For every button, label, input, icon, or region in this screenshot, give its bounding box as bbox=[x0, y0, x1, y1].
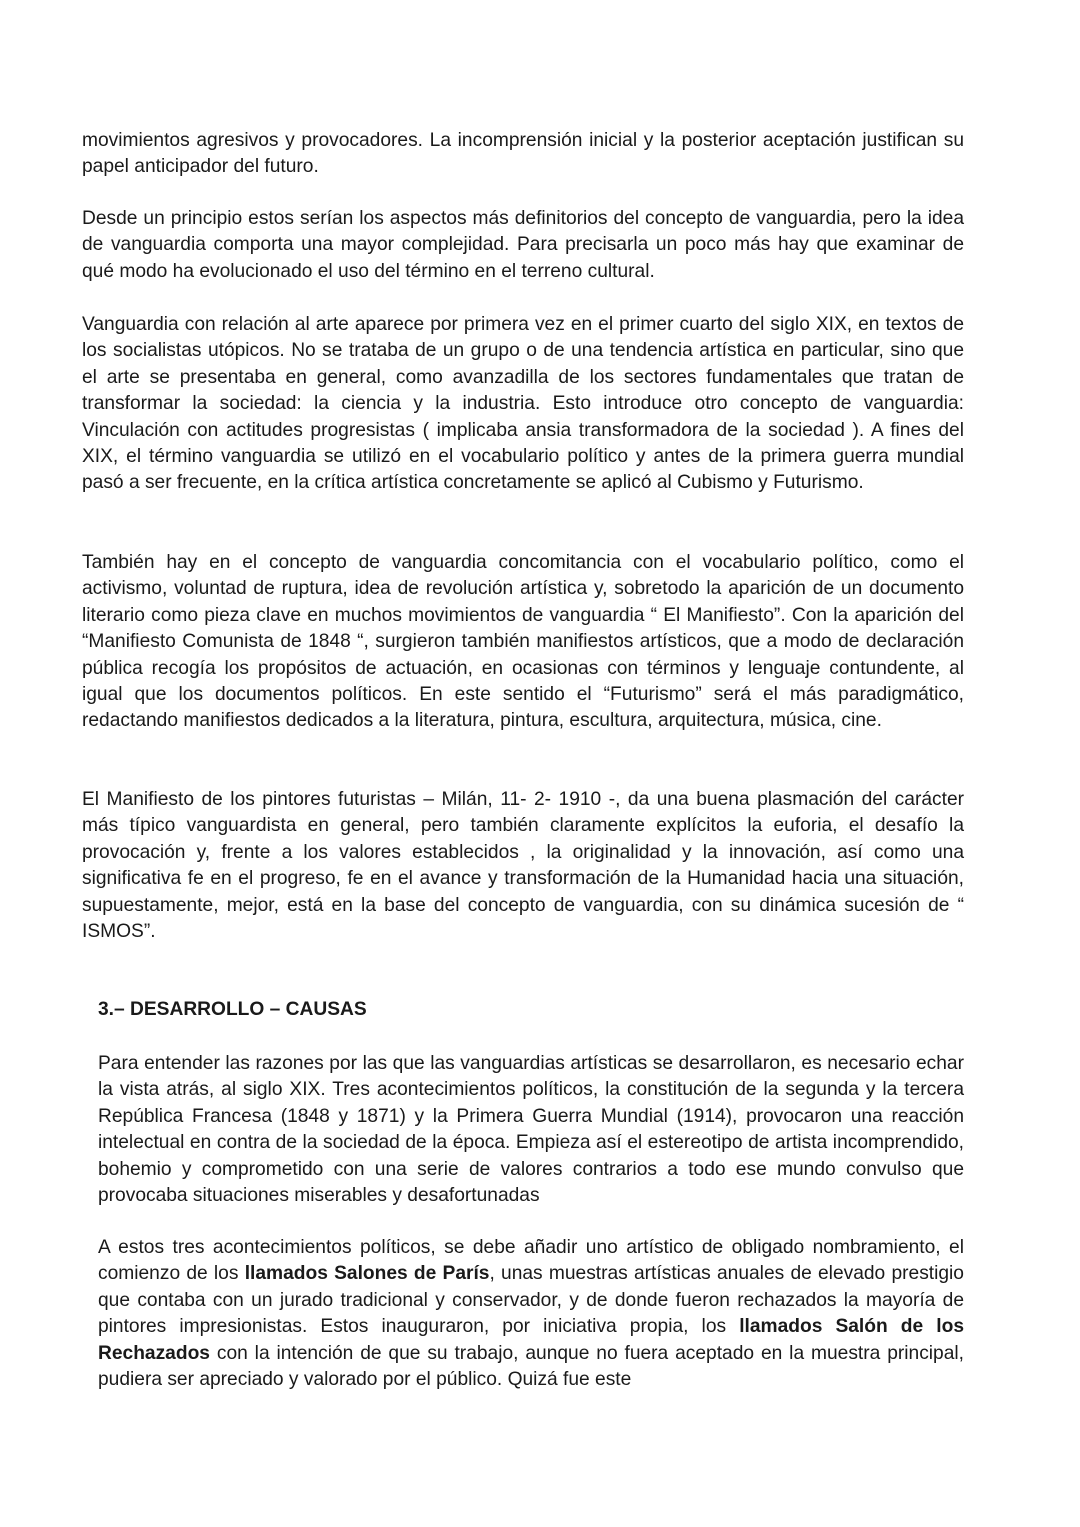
paragraph-political-causes: Para entender las razones por las que las vanguardias artísticas se desarrollaron, es necesario echar la vista atrás, al siglo XIX. Tres acontecimientos políticos, la constitución de la segunda y la tercera República Francesa (1848 y 1871) y la Primera Guerra Mundial (1914), provocaron una reacción intelectual en contra de la sociedad de la época. Empieza así el estereotipo de artista incomprendido, bohemio y comprometido con una serie de valores contrarios a todo ese mundo convulso que provocaba situaciones miserables y desafortunadas bbox=[98, 1053, 964, 1207]
section-heading-desarrollo-causas: 3.– DESARROLLO – CAUSAS bbox=[98, 999, 367, 1020]
paragraph-intro-end: movimientos agresivos y provocadores. La incomprensión inicial y la posterior aceptación justifican su papel anticipador del futuro. bbox=[82, 130, 964, 178]
paragraph-vanguardia-definition: Desde un principio estos serían los aspectos más definitorios del concepto de vanguardia, pero la idea de vanguardia comporta una mayor complejidad. Para precisarla un poco más hay que examinar de qué modo ha evolucionado el uso del término en el terreno cultural. bbox=[82, 208, 964, 282]
paragraph-salones-de-paris bbox=[98, 1235, 964, 1393]
paragraph-vanguardia-origins: Vanguardia con relación al arte aparece por primera vez en el primer cuarto del siglo XIX, en textos de los socialistas utópicos. No se trataba de un grupo o de una tendencia artística en particular, sino que el arte se presentaba en general, como avanzadilla de los sectores fundamentales que tratan de transformar la sociedad: la ciencia y la industria. Esto introduce otro concepto de vanguardia: Vinculación con actitudes progresistas ( implicaba ansia transformadora de la sociedad ). A fines del XIX, el término vanguardia se utilizó en el vocabulario político y antes de la primera guerra mundial pasó a ser frecuente, en la crítica artística concretamente se aplicó al Cubismo y Futurismo. bbox=[82, 314, 964, 494]
salon-rechazados-bold: llamados Salón de los Rechazados bbox=[98, 1316, 964, 1364]
paragraph-futurist-manifesto: El Manifiesto de los pintores futuristas – Milán, 11- 2- 1910 -, da una buena plasmación del carácter más típico vanguardista en general, pero también claramente explícitos la euforia, el desafío la provocación y, frente a los valores establecidos , la originalidad y la innovación, así como una significativa fe en el progreso, fe en el avance y transformación de la Humanidad hacia una situación, supuestamente, mejor, está en la base del concepto de vanguardia, con su dinámica sucesión de “ ISMOS”. bbox=[82, 789, 964, 943]
salones-de-paris-bold: llamados Salones de París bbox=[244, 1263, 490, 1285]
salones-text-part-3: con la intención de que su trabajo, aunque no fuera aceptado en la muestra principal, pudiera ser apreciado y valorado por el público. Quizá fue este bbox=[98, 1342, 964, 1391]
salones-text-part-1: A estos tres acontecimientos políticos, se debe añadir uno artístico de obligado nombramiento, el comienzo de los bbox=[98, 1237, 964, 1285]
paragraph-manifesto: También hay en el concepto de vanguardia concomitancia con el vocabulario político, como el activismo, voluntad de ruptura, idea de revolución artística y, sobretodo la aparición de un documento literario como pieza clave en muchos movimientos de vanguardia “ El Manifiesto”. Con la aparición del “Manifiesto Comunista de 1848 “, surgieron también manifiestos artísticos, que a modo de declaración pública recogía los propósitos de actuación, en ocasionas con términos y lenguaje contundente, al igual que los documentos políticos. En este sentido el “Futurismo” será el más paradigmático, redactando manifiestos dedicados a la literatura, pintura, escultura, arquitectura, música, cine. bbox=[82, 552, 964, 732]
salones-text-part-2: , unas muestras artísticas anuales de elevado prestigio que contaba con un jurado tradicional y conservador, y de donde fueron rechazados la mayoría de pintores impresionistas. Estos inauguraron, por iniciativa propia, los bbox=[98, 1263, 964, 1338]
